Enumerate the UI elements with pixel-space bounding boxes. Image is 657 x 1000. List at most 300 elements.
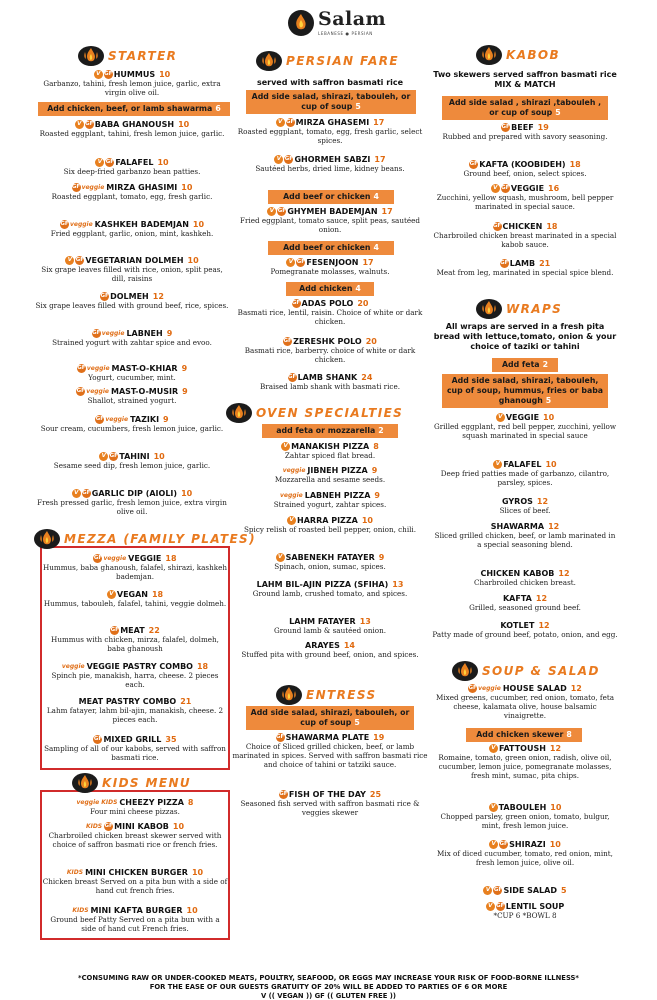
- gluten-free-badge-icon: GF: [75, 257, 84, 263]
- gluten-free-badge-icon: GF: [76, 388, 85, 394]
- menu-item-name: [232, 580, 428, 589]
- menu-item-price: 35: [165, 735, 177, 744]
- menu-item-title: MAST-O-MUSIR: [110, 387, 179, 396]
- addon-text: Add chicken skewer: [476, 730, 564, 739]
- menu-item-name: [232, 553, 428, 562]
- menu-item-description: Ground lamb, crushed tomato, and spices.: [252, 589, 408, 598]
- menu-item: [34, 452, 230, 470]
- menu-item-description: Spicy relish of roasted bell pepper, onion, chili.: [244, 525, 416, 534]
- menu-item-title: SHIRAZI: [509, 840, 546, 849]
- gluten-free-badge-icon: GF: [296, 259, 305, 265]
- section-intro: served with saffron basmati rice: [256, 78, 404, 87]
- menu-item-description: Fried eggplant, garlic, onion, mint, kashkeh.: [50, 229, 214, 238]
- gluten-free-badge-icon: GF: [499, 841, 508, 847]
- menu-item-price: 18: [569, 160, 581, 169]
- veggie-badge-icon: veggie: [478, 685, 501, 692]
- menu-item-title: MANAKISH PIZZA: [291, 442, 370, 451]
- kids-badge-icon: KIDS: [101, 799, 118, 806]
- menu-item-price: 10: [192, 220, 205, 229]
- menu-item-name: [34, 364, 230, 373]
- gluten-free-badge-icon: GF: [77, 365, 86, 371]
- addon-text: Add beef or chicken: [283, 192, 371, 201]
- addon-price: 5: [355, 102, 361, 111]
- menu-item-price: 9: [181, 364, 188, 373]
- menu-item: [432, 840, 618, 867]
- vegan-badge-icon: V: [491, 184, 500, 193]
- menu-item-name: [232, 733, 428, 742]
- menu-item-price: 25: [369, 790, 382, 799]
- menu-item: [34, 70, 230, 97]
- menu-item: [34, 415, 230, 433]
- menu-item: [432, 594, 618, 612]
- menu-item-name: [42, 697, 228, 706]
- wraps-section-title: WRAPS: [506, 302, 563, 316]
- addon-highlight: [286, 282, 374, 296]
- menu-item-price: 18: [546, 222, 558, 231]
- addon-highlight: [442, 374, 608, 408]
- addon-price: 5: [545, 396, 552, 405]
- menu-item-name: [432, 522, 618, 531]
- gluten-free-badge-icon: GF: [284, 156, 294, 162]
- menu-item: [432, 803, 618, 830]
- menu-item-title: KASHKEH BADEMJAN: [94, 220, 189, 229]
- menu-item-name: [432, 123, 618, 132]
- menu-item-name: [42, 868, 228, 877]
- addon-text: Add feta: [501, 360, 540, 369]
- menu-item-description: Four mini cheese pizzas.: [90, 807, 180, 816]
- starter-section-header: [78, 45, 177, 67]
- menu-item-price: 12: [548, 522, 560, 531]
- section-intro: All wraps are served in a fresh pita bread with lettuce,tomato, onion & your choice of taziki or tahini: [433, 322, 617, 351]
- menu-item-name: [34, 387, 230, 396]
- addon-text: add feta or mozzarella: [276, 426, 376, 435]
- gluten-free-badge-icon: GF: [104, 71, 113, 77]
- menu-item-description: Roasted eggplant, tomato, egg, fresh garlic.: [51, 192, 213, 201]
- vegan-badge-icon: V: [276, 118, 285, 127]
- menu-item-name: [34, 489, 230, 498]
- menu-item-title: GARLIC DIP (AIOLI): [91, 489, 178, 498]
- menu-item: [34, 364, 230, 382]
- addon-price: 4: [373, 243, 379, 252]
- addon-price: 2: [542, 360, 549, 369]
- flame-icon: [226, 403, 252, 423]
- menu-item-description: Spinach, onion, sumac, spices.: [274, 562, 386, 571]
- menu-item-name: [42, 626, 228, 635]
- mezza-section-title: MEZZA (FAMILY PLATES): [64, 532, 256, 546]
- addon-highlight: [38, 102, 230, 116]
- menu-item-description: Mozzarella and sesame seeds.: [274, 475, 386, 484]
- kids-section-title: KIDS MENU: [102, 776, 192, 790]
- menu-item: [34, 292, 230, 310]
- kabob-section-title: KABOB: [506, 48, 561, 62]
- gluten-free-badge-icon: GF: [93, 736, 103, 742]
- menu-item: [42, 735, 228, 762]
- soup-section-title: SOUP & SALAD: [482, 664, 600, 678]
- menu-item-name: [232, 617, 428, 626]
- menu-item-name: [34, 452, 230, 461]
- menu-item-description: Basmati rice, barberry. choice of white or dark chicken.: [244, 346, 416, 364]
- menu-item: [432, 621, 618, 639]
- menu-item: [42, 626, 228, 653]
- addon-highlight: [492, 358, 558, 372]
- menu-item-title: KAFTA (KOOBIDEH): [479, 160, 566, 169]
- menu-item-description: Strained yogurt with zahtar spice and evoo.: [52, 338, 212, 347]
- gluten-free-badge-icon: GF: [283, 338, 292, 344]
- menu-item-price: 10: [181, 183, 193, 192]
- menu-item: [232, 442, 428, 460]
- flame-icon: [78, 46, 104, 66]
- menu-item-name: [232, 118, 428, 127]
- menu-item-name: [432, 160, 618, 169]
- menu-item-title: SABENEKH FATAYER: [285, 553, 375, 562]
- gluten-free-badge-icon: GF: [287, 374, 297, 380]
- menu-item: [232, 258, 428, 276]
- menu-item-title: LAMB: [509, 259, 536, 268]
- menu-item: [432, 184, 618, 211]
- vegan-badge-icon: V: [107, 590, 116, 599]
- menu-item: [232, 580, 428, 598]
- menu-item: [34, 489, 230, 516]
- oven-section-title: OVEN SPECIALTIES: [256, 406, 404, 420]
- menu-item-title: MEAT: [120, 626, 145, 635]
- menu-item-title: HOUSE SALAD: [502, 684, 567, 693]
- entress-section-title: ENTRESS: [306, 688, 377, 702]
- menu-item-description: Seasoned fish served with saffron basmati rice & veggies skewer: [240, 799, 420, 817]
- menu-item: [232, 207, 428, 234]
- addon-highlight: [246, 90, 416, 114]
- menu-item-description: Garbanzo, tahini, fresh lemon juice, garlic, extra virgin olive oil.: [43, 79, 221, 97]
- addon-highlight: [442, 96, 608, 120]
- menu-item-name: [432, 840, 618, 849]
- addon-highlight: [268, 241, 394, 255]
- menu-item-price: 10: [181, 489, 193, 498]
- menu-item-title: FATTOUSH: [498, 744, 546, 753]
- menu-item: [232, 617, 428, 635]
- menu-item: [432, 684, 618, 720]
- kids-badge-icon: KIDS: [85, 823, 103, 830]
- menu-item-name: [432, 259, 618, 268]
- menu-item-title: FISH OF THE DAY: [288, 790, 366, 799]
- addon-price: 6: [215, 104, 221, 113]
- menu-item-price: 10: [191, 868, 204, 877]
- vegan-badge-icon: V: [267, 207, 276, 216]
- gluten-free-badge-icon: GF: [469, 161, 478, 167]
- menu-item-name: [232, 466, 428, 475]
- menu-item-name: [232, 491, 428, 500]
- menu-item-name: [42, 590, 228, 599]
- menu-item-description: Stuffed pita with ground beef, onion, and spices.: [241, 650, 419, 659]
- menu-item-title: GHORMEH SABZI: [294, 155, 371, 164]
- menu-item-title: MIRZA GHASIMI: [106, 183, 178, 192]
- menu-item-title: SHAWARMA: [490, 522, 545, 531]
- menu-item: [232, 373, 428, 391]
- flame-icon: [476, 45, 502, 65]
- menu-item: [42, 590, 228, 608]
- menu-item: [232, 516, 428, 534]
- menu-item-description: Hummus, baba ghanoush, falafel, shirazi, kashkeh bademjan.: [43, 563, 227, 581]
- menu-item: [432, 744, 618, 780]
- flame-icon: [476, 299, 502, 319]
- footer-warning: *CONSUMING RAW OR UNDER-COOKED MEATS, POULTRY, SEAFOOD, OR EGGS MAY INCREASE YOUR RISK OF FOOD-BORNE ILLNESS*: [78, 974, 579, 982]
- menu-item-description: Mixed greens, cucumber, red onion, tomato, feta cheese, kalamata olive, house balsamic vinaigrette.: [435, 693, 615, 720]
- menu-item-title: BEEF: [511, 123, 534, 132]
- menu-item-name: [432, 413, 618, 422]
- menu-item-price: 10: [159, 70, 171, 79]
- brand-name: Salam: [318, 8, 387, 30]
- menu-item-price: 18: [151, 590, 164, 599]
- flame-icon: [72, 773, 98, 793]
- vegan-badge-icon: V: [489, 803, 498, 812]
- menu-item-name: [432, 222, 618, 231]
- menu-item: [432, 522, 618, 549]
- menu-item-name: [232, 442, 428, 451]
- menu-item-price: 13: [359, 617, 371, 626]
- menu-item-description: Roasted eggplant, tomato, egg, fresh garlic, select spices.: [237, 127, 423, 145]
- gluten-free-badge-icon: GF: [104, 823, 113, 829]
- menu-item-name: [34, 292, 230, 301]
- menu-item-name: [232, 337, 428, 346]
- gluten-free-badge-icon: GF: [60, 221, 69, 227]
- menu-item-title: DOLMEH: [110, 292, 149, 301]
- menu-item-name: [232, 207, 428, 216]
- menu-item-name: [232, 373, 428, 382]
- menu-item-price: 19: [537, 123, 549, 132]
- menu-item-description: Six grape leaves filled with rice, onion, split peas, dill, raisins: [41, 265, 223, 283]
- menu-item-price: 20: [365, 337, 377, 346]
- menu-item: [432, 160, 618, 178]
- menu-item-title: MIRZA GHASEMI: [295, 118, 370, 127]
- gluten-free-badge-icon: GF: [279, 791, 288, 797]
- menu-item: [42, 798, 228, 816]
- addon-price: 4: [373, 192, 379, 201]
- menu-item: [34, 256, 230, 283]
- menu-item-name: [432, 886, 618, 895]
- menu-item-title: LENTIL SOUP: [505, 902, 565, 911]
- menu-item: [232, 491, 428, 509]
- menu-item: [432, 460, 618, 487]
- menu-item-name: [432, 184, 618, 193]
- vegan-badge-icon: V: [281, 442, 290, 451]
- menu-item-price: 17: [373, 118, 385, 127]
- menu-item-price: 10: [543, 413, 555, 422]
- menu-item-name: [34, 256, 230, 265]
- menu-item-name: [432, 594, 618, 603]
- menu-item: [232, 733, 428, 769]
- veggie-badge-icon: veggie: [86, 388, 109, 395]
- menu-item: [232, 553, 428, 571]
- menu-item-name: [42, 662, 228, 671]
- starter-section-title: STARTER: [108, 49, 178, 63]
- addon-price: 5: [354, 718, 360, 727]
- menu-item-description: Hummus, tabouleh, falafel, tahini, veggie dolmeh.: [43, 599, 227, 608]
- menu-item-description: Strained yogurt, zahtar spices.: [273, 500, 387, 509]
- menu-item-description: Sliced grilled chicken, beef, or lamb marinated in a special seasoning blend.: [434, 531, 616, 549]
- menu-item-price: 12: [152, 292, 164, 301]
- menu-item-name: [432, 902, 618, 911]
- menu-item-price: 10: [550, 803, 562, 812]
- menu-item: [432, 886, 618, 895]
- menu-item-description: Lahm fatayer, lahm bil-ajin, manakish, cheese. 2 pieces each.: [46, 706, 224, 724]
- menu-item-title: LAHM BIL-AJIN PIZZA (SFIHA): [256, 580, 389, 589]
- menu-item-description: Charbroiled chicken breast marinated in a special kabob sauce.: [433, 231, 617, 249]
- menu-item-price: 12: [558, 569, 570, 578]
- vegan-badge-icon: V: [287, 516, 296, 525]
- menu-item-title: MINI CHICKEN BURGER: [85, 868, 188, 877]
- menu-item: [232, 641, 428, 659]
- menu-item-name: [232, 299, 428, 308]
- menu-item-price: 9: [182, 387, 188, 396]
- menu-item-price: 8: [373, 442, 379, 451]
- menu-item: [42, 822, 228, 849]
- menu-item-name: [42, 798, 228, 807]
- kids-section-header: [72, 772, 191, 794]
- menu-item-name: [42, 822, 228, 831]
- menu-item-description: Yogurt, cucumber, mint.: [88, 373, 176, 382]
- menu-item: [232, 466, 428, 484]
- menu-item-title: VEGGIE: [505, 413, 540, 422]
- menu-item-price: 14: [343, 641, 355, 650]
- veggie-badge-icon: veggie: [81, 184, 105, 191]
- menu-item-title: MINI KAFTA BURGER: [90, 906, 183, 915]
- menu-item-description: Basmati rice, lentil, raisin. Choice of white or dark chicken.: [237, 308, 423, 326]
- addon-highlight: [268, 190, 394, 204]
- veggie-badge-icon: veggie: [61, 663, 85, 670]
- gluten-free-badge-icon: GF: [286, 119, 295, 125]
- gluten-free-badge-icon: GF: [92, 330, 101, 336]
- menu-item-price: 24: [361, 373, 373, 382]
- menu-item-title: TABOULEH: [498, 803, 547, 812]
- menu-item-title: FALAFEL: [503, 460, 542, 469]
- menu-item-title: ADAS POLO: [301, 299, 354, 308]
- menu-item-title: VEGGIE: [128, 554, 162, 563]
- addon-text: Add side salad, shirazi, tabouleh, or cup of soup: [251, 92, 411, 111]
- gluten-free-badge-icon: GF: [110, 627, 119, 633]
- menu-item-price: 21: [180, 697, 192, 706]
- menu-item-title: TAZIKI: [130, 415, 160, 424]
- menu-item-price: 17: [362, 258, 374, 267]
- menu-item-title: JIBNEH PIZZA: [307, 466, 368, 475]
- menu-item-price: 21: [539, 259, 551, 268]
- menu-item-description: Choice of Sliced grilled chicken, beef, or lamb marinated in spices. Served with saffron basmati rice and choice of tahini or tatziki sauce.: [232, 742, 428, 769]
- menu-item-title: HARRA PIZZA: [297, 516, 358, 525]
- menu-item-name: [432, 460, 618, 469]
- menu-item-description: Patty made of ground beef, potato, onion, and egg.: [432, 630, 618, 639]
- gluten-free-badge-icon: GF: [496, 903, 505, 909]
- menu-item: [432, 569, 618, 587]
- menu-item-price: 12: [570, 684, 582, 693]
- menu-item-description: Sampling of all of our kabobs, served with saffron basmati rice.: [44, 744, 226, 762]
- menu-item-name: [432, 684, 618, 693]
- menu-item-name: [432, 744, 618, 753]
- menu-item-price: 12: [536, 497, 549, 506]
- menu-item-name: [34, 70, 230, 79]
- menu-item-description: Ground beef, onion, select spices.: [463, 169, 587, 178]
- menu-item-description: Roasted eggplant, tahini, fresh lemon juice, garlic.: [39, 129, 225, 138]
- menu-item-description: Grilled eggplant, red bell pepper, zucchini, yellow squash marinated in special sauce: [433, 422, 617, 440]
- menu-item-price: 17: [374, 155, 386, 164]
- menu-item-name: [232, 258, 428, 267]
- menu-item-description: Ground lamb & sautéed onion.: [274, 626, 386, 635]
- addon-text: Add side salad, shirazi, tabouleh, or cup of soup: [250, 708, 410, 727]
- menu-item-price: 10: [186, 906, 198, 915]
- menu-item: [432, 222, 618, 249]
- veggie-badge-icon: veggie: [282, 467, 306, 474]
- gluten-free-badge-icon: GF: [85, 121, 94, 127]
- menu-item-title: TAHINI: [119, 452, 150, 461]
- menu-item-title: SIDE SALAD: [503, 886, 557, 895]
- restaurant-logo: [288, 6, 398, 42]
- menu-item-title: ARAYES: [305, 641, 340, 650]
- menu-item-name: [232, 790, 428, 799]
- menu-item-price: 10: [153, 452, 165, 461]
- gluten-free-badge-icon: GF: [109, 453, 118, 459]
- menu-item-description: Mix of diced cucumber, tomato, red onion, mint, fresh lemon juice, olive oil.: [437, 849, 613, 867]
- menu-item-price: 5: [560, 886, 567, 895]
- menu-item-name: [42, 554, 228, 563]
- menu-item-description: Spinch pie, manakish, harra, cheese. 2 pieces each.: [51, 671, 219, 689]
- menu-item-title: VEGAN: [116, 590, 148, 599]
- menu-item-price: 18: [196, 662, 209, 671]
- menu-item-name: [232, 516, 428, 525]
- menu-item-description: Ground beef Patty Served on a pita bun with a side of hand cut French fries.: [50, 915, 220, 933]
- menu-item-title: VEGGIE PASTRY COMBO: [86, 662, 193, 671]
- menu-item-title: GHYMEH BADEMJAN: [287, 207, 378, 216]
- menu-item-name: [34, 329, 230, 338]
- menu-item-title: ZERESHK POLO: [293, 337, 362, 346]
- menu-item-price: 12: [538, 621, 550, 630]
- menu-item: [34, 183, 230, 201]
- menu-item-name: [432, 621, 618, 630]
- menu-item-description: Slices of beef.: [499, 506, 551, 515]
- menu-item: [232, 118, 428, 145]
- gluten-free-badge-icon: GF: [277, 208, 286, 214]
- vegan-badge-icon: V: [274, 155, 283, 164]
- menu-item-price: 13: [392, 580, 404, 589]
- menu-item-price: 9: [163, 415, 169, 424]
- menu-item-description: Sautéed herbs, dried lime, kidney beans.: [255, 164, 405, 173]
- addon-highlight: [466, 728, 582, 742]
- section-intro: Two skewers served saffron basmati rice MIX & MATCH: [433, 70, 617, 89]
- menu-item-description: Romaine, tomato, green onion, radish, olive oil, cucumber, lemon juice, pomegranate molasses, fresh mint, sumac, pita chips.: [438, 753, 612, 780]
- menu-item-title: LAHM FATAYER: [289, 617, 356, 626]
- menu-item-description: Fried eggplant, tomato sauce, split peas, sautéed onion.: [240, 216, 420, 234]
- menu-item-title: LAMB SHANK: [297, 373, 358, 382]
- menu-item-title: KAFTA: [502, 594, 532, 603]
- menu-item: [432, 497, 618, 515]
- menu-item-price: 9: [374, 491, 380, 500]
- menu-item-description: Meat from leg, marinated in special spice blend.: [436, 268, 614, 277]
- menu-item-price: 17: [381, 207, 393, 216]
- menu-item-description: Hummus with chicken, mirza, falafel, dolmeh, baba ghanoush: [51, 635, 219, 653]
- menu-item: [232, 299, 428, 326]
- vegan-badge-icon: V: [99, 452, 108, 461]
- vegan-badge-icon: V: [496, 413, 505, 422]
- menu-item-description: Charbroiled chicken breast skewer served with choice of saffron basmati rice or french fries.: [48, 831, 222, 849]
- veggie-badge-icon: veggie: [280, 492, 303, 499]
- menu-item-price: 19: [373, 733, 385, 742]
- addon-price: 5: [555, 108, 561, 117]
- menu-item: [34, 387, 230, 405]
- menu-item-name: [34, 120, 230, 129]
- menu-item-description: Sour cream, cucumbers, fresh lemon juice, garlic.: [40, 424, 224, 433]
- menu-item: [232, 790, 428, 817]
- menu-item-price: 10: [549, 840, 561, 849]
- menu-item-description: Zucchini, yellow squash, mushroom, bell pepper marinated in special sauce.: [436, 193, 614, 211]
- menu-item-price: 10: [178, 120, 190, 129]
- veggie-badge-icon: veggie: [103, 555, 127, 562]
- footer-gratuity: FOR THE EASE OF OUR GUESTS GRATUITY OF 20% WILL BE ADDED TO PARTIES OF 6 OR MORE: [149, 983, 508, 991]
- menu-item-description: Rubbed and prepared with savory seasoning.: [442, 132, 608, 141]
